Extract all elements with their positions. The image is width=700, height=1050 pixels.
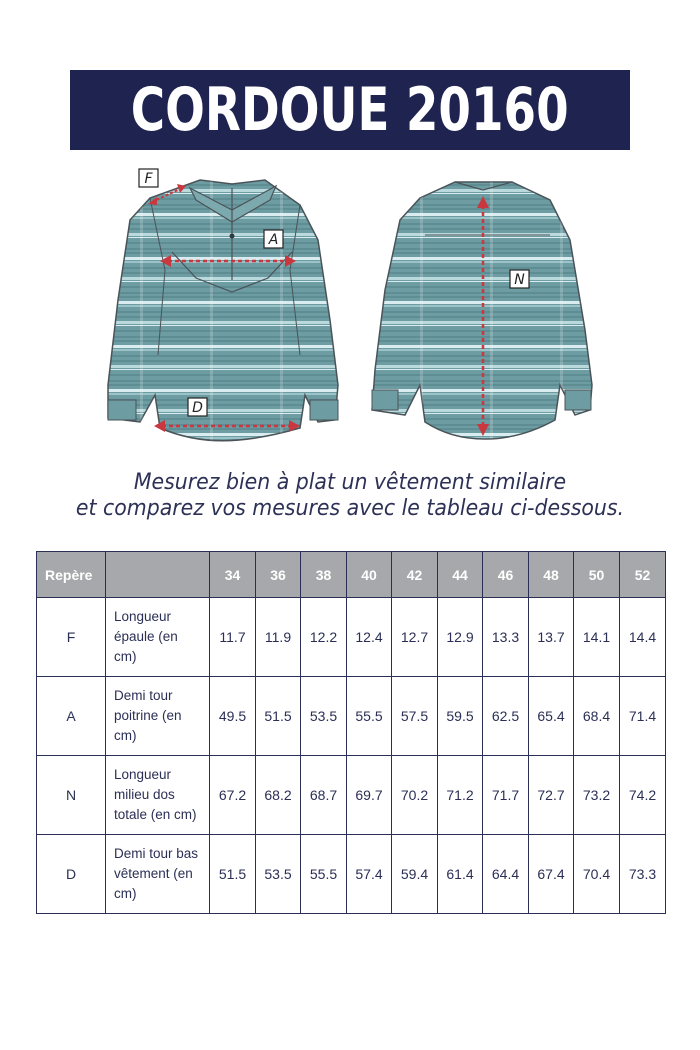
table-cell: 71.4 — [620, 677, 666, 756]
row-description: Longueur épaule (en cm) — [106, 598, 210, 677]
table-cell: 57.4 — [347, 835, 392, 914]
table-cell: 53.5 — [256, 835, 301, 914]
row-code: F — [37, 598, 106, 677]
table-cell: 65.4 — [529, 677, 574, 756]
table-cell: 70.2 — [392, 756, 438, 835]
header-size: 38 — [301, 552, 347, 598]
row-code: A — [37, 677, 106, 756]
table-cell: 71.2 — [438, 756, 483, 835]
row-code: N — [37, 756, 106, 835]
header-size: 48 — [529, 552, 574, 598]
header-size: 50 — [574, 552, 620, 598]
table-cell: 12.7 — [392, 598, 438, 677]
table-row — [37, 598, 666, 677]
table-cell: 49.5 — [210, 677, 256, 756]
table-cell: 51.5 — [210, 835, 256, 914]
table-row — [37, 835, 666, 914]
shirt-illustration — [0, 160, 700, 450]
row-description: Longueur milieu dos totale (en cm) — [106, 756, 210, 835]
instructions — [25, 470, 676, 522]
table-cell: 68.7 — [301, 756, 347, 835]
header-size: 44 — [438, 552, 483, 598]
table-cell: 67.4 — [529, 835, 574, 914]
table-cell: 59.5 — [438, 677, 483, 756]
table-cell: 13.3 — [483, 598, 529, 677]
header-size: 46 — [483, 552, 529, 598]
table-cell: 73.2 — [574, 756, 620, 835]
back-shirt — [372, 182, 592, 439]
table-cell: 55.5 — [301, 835, 347, 914]
header-description — [106, 552, 210, 598]
table-cell: 73.3 — [620, 835, 666, 914]
table-cell: 55.5 — [347, 677, 392, 756]
table-cell: 53.5 — [301, 677, 347, 756]
row-description: Demi tour bas vêtement (en cm) — [106, 835, 210, 914]
front-shirt — [108, 169, 338, 441]
label-f: F — [144, 171, 153, 187]
table-cell: 62.5 — [483, 677, 529, 756]
instructions-line-2: et comparez vos mesures avec le tableau ci-dessous. — [75, 496, 625, 521]
table-cell: 57.5 — [392, 677, 438, 756]
row-description: Demi tour poitrine (en cm) — [106, 677, 210, 756]
header-repere: Repère — [37, 552, 106, 598]
header-size: 40 — [347, 552, 392, 598]
size-table — [36, 551, 666, 914]
title-banner — [70, 70, 630, 150]
instructions-line-1: Mesurez bien à plat un vêtement similaire — [133, 470, 567, 495]
label-d: D — [192, 400, 203, 416]
table-cell: 71.7 — [483, 756, 529, 835]
table-cell: 67.2 — [210, 756, 256, 835]
header-size: 36 — [256, 552, 301, 598]
table-cell: 11.7 — [210, 598, 256, 677]
label-n: N — [514, 272, 525, 288]
table-cell: 51.5 — [256, 677, 301, 756]
header-size: 34 — [210, 552, 256, 598]
table-header-row — [37, 552, 666, 598]
label-a: A — [268, 232, 279, 248]
table-cell: 12.4 — [347, 598, 392, 677]
table-cell: 69.7 — [347, 756, 392, 835]
table-cell: 11.9 — [256, 598, 301, 677]
table-cell: 72.7 — [529, 756, 574, 835]
table-cell: 59.4 — [392, 835, 438, 914]
row-code: D — [37, 835, 106, 914]
table-cell: 64.4 — [483, 835, 529, 914]
table-cell: 61.4 — [438, 835, 483, 914]
page-title: CORDOUE 20160 — [131, 75, 569, 145]
header-size: 52 — [620, 552, 666, 598]
header-size: 42 — [392, 552, 438, 598]
table-cell: 12.2 — [301, 598, 347, 677]
table-cell: 14.4 — [620, 598, 666, 677]
table-cell: 68.2 — [256, 756, 301, 835]
table-cell: 14.1 — [574, 598, 620, 677]
table-cell: 70.4 — [574, 835, 620, 914]
table-cell: 68.4 — [574, 677, 620, 756]
table-row — [37, 677, 666, 756]
table-cell: 12.9 — [438, 598, 483, 677]
table-row — [37, 756, 666, 835]
table-cell: 13.7 — [529, 598, 574, 677]
table-cell: 74.2 — [620, 756, 666, 835]
